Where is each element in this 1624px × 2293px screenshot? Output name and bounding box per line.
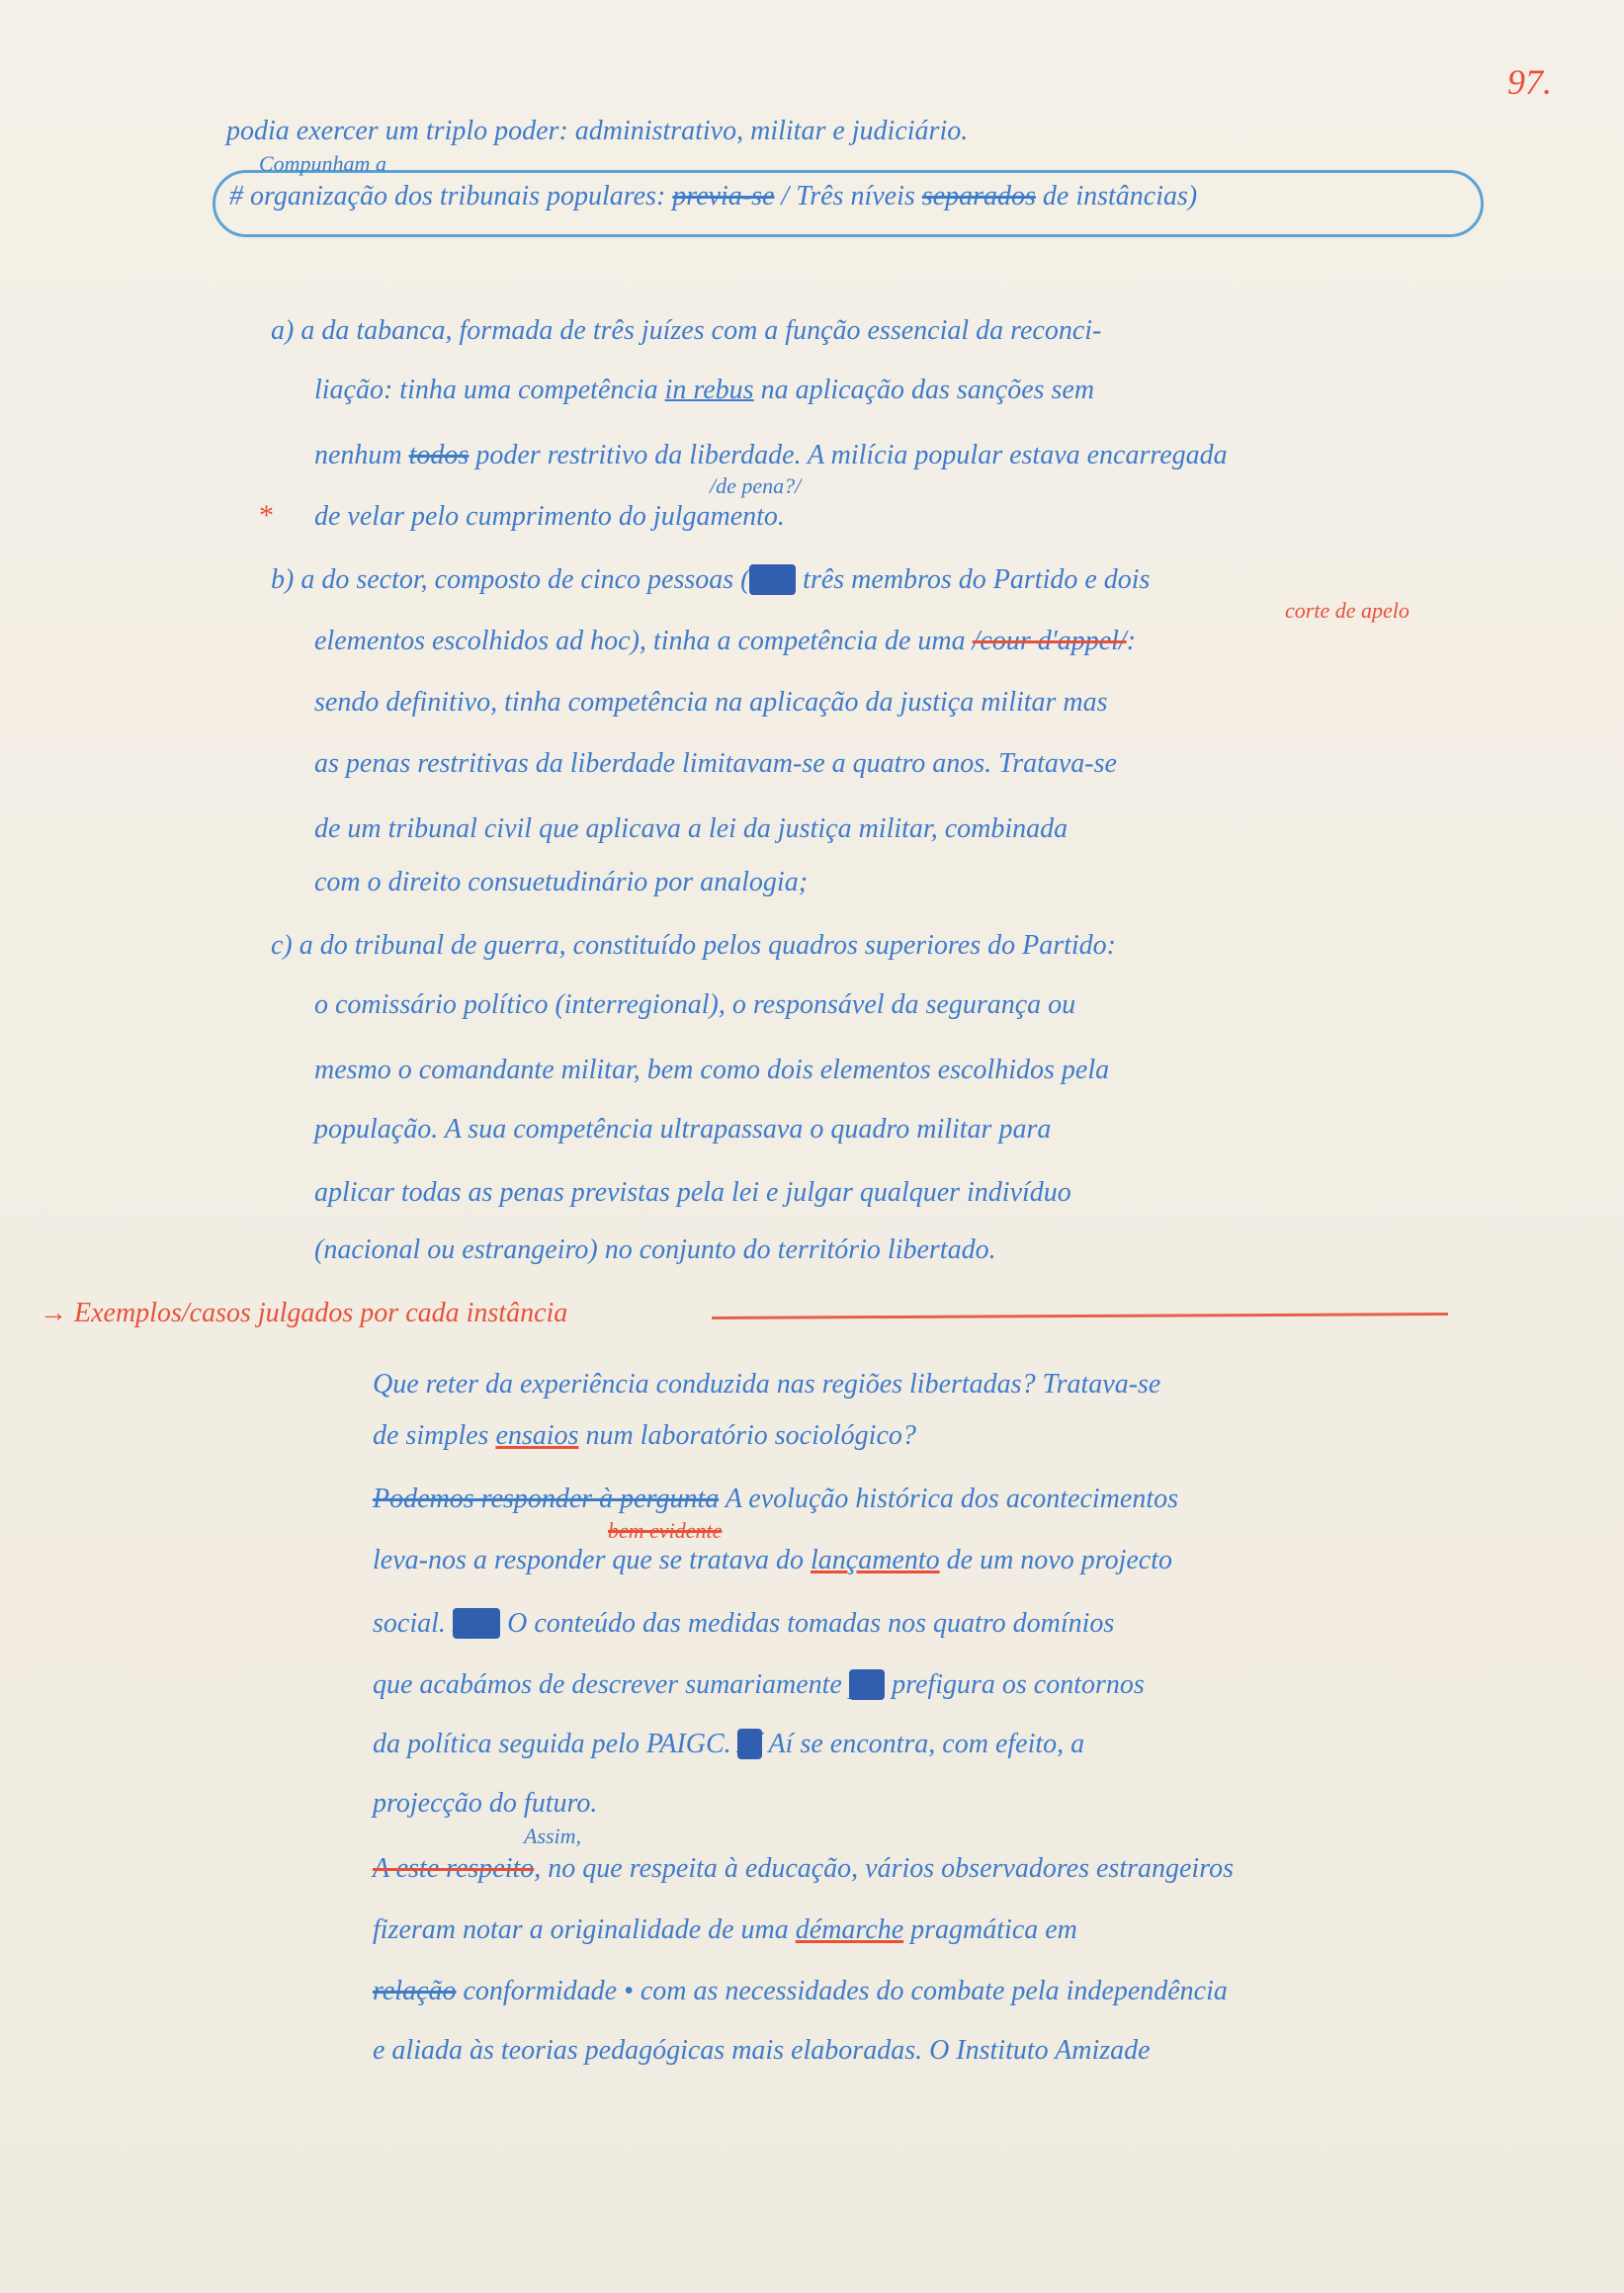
text-segment: # organização dos tribunais populares: xyxy=(229,181,673,212)
text-segment: , no que respeita à educação, vários observadores estrangeiros xyxy=(534,1853,1234,1884)
text-segment: a) a da tabanca, formada de três juízes com a função essencial da reconci- xyxy=(271,315,1102,346)
text-segment: (nacional ou estrangeiro) no conjunto do território libertado. xyxy=(314,1234,996,1265)
text-segment: de um novo projecto xyxy=(939,1545,1172,1575)
interlinear-note: corte de apelo xyxy=(1285,598,1410,623)
text-segment: o comissário político (interregional), o responsável da segurança ou xyxy=(314,989,1076,1020)
text-segment: que acabámos de descrever sumariamente xyxy=(373,1669,849,1700)
manuscript-line xyxy=(271,314,1101,348)
manuscript-line xyxy=(608,1518,722,1543)
manuscript-line xyxy=(271,929,1116,963)
page-number: 97. xyxy=(1507,62,1552,102)
manuscript-line xyxy=(314,1233,996,1267)
manuscript-line xyxy=(373,1419,916,1453)
manuscript-line xyxy=(314,374,1094,407)
manuscript-line xyxy=(229,180,1197,213)
text-segment: leva-nos a responder que se tratava do xyxy=(373,1545,811,1575)
text-segment: conformidade • com as necessidades do combate pela independência xyxy=(456,1976,1228,2006)
manuscript-line xyxy=(373,1975,1228,2008)
text-segment: com o direito consuetudinário por analogia; xyxy=(314,867,809,897)
struck-text: relação xyxy=(373,1976,457,2006)
manuscript-line xyxy=(314,625,1136,658)
manuscript-line xyxy=(524,1824,581,1848)
text-segment: na aplicação das sanções sem xyxy=(753,375,1095,405)
text-segment: social. xyxy=(373,1608,453,1639)
manuscript-line xyxy=(314,812,1068,846)
manuscript-line xyxy=(373,1368,1160,1401)
text-segment: O conteúdo das medidas tomadas nos quatro domínios xyxy=(500,1608,1115,1639)
manuscript-line xyxy=(226,115,968,148)
manuscript-line xyxy=(314,439,1228,472)
struck-text: Podemos responder à pergunta xyxy=(373,1484,720,1514)
text-segment: fizeram notar a originalidade de uma xyxy=(373,1914,796,1945)
manuscript-line xyxy=(314,866,808,899)
manuscript-line xyxy=(373,1852,1234,1886)
manuscript-line xyxy=(314,1176,1071,1210)
text-segment: as penas restritivas da liberdade limitavam-se a quatro anos. Tratava-se xyxy=(314,748,1117,779)
struck-text: A este respeito xyxy=(373,1853,535,1884)
manuscript-line xyxy=(1285,598,1410,623)
text-segment: poder restritivo da liberdade. A milícia popular estava encarregada xyxy=(469,440,1228,470)
text-segment: e aliada às teorias pedagógicas mais elaboradas. O Instituto Amizade xyxy=(373,2035,1151,2066)
text-segment: c) a do tribunal de guerra, constituído pelos quadros superiores do Partido: xyxy=(271,930,1116,961)
manuscript-line xyxy=(314,500,785,534)
manuscript-line xyxy=(259,151,386,176)
struck-text: bem evidente xyxy=(608,1518,723,1543)
manuscript-line xyxy=(373,1544,1172,1577)
manuscript-line xyxy=(373,1668,1145,1702)
text-segment: podia exercer um triplo poder: administrativo, militar e judiciário. xyxy=(226,116,969,146)
text-segment: de um tribunal civil que aplicava a lei da justiça militar, combinada xyxy=(314,813,1068,844)
manuscript-line xyxy=(314,1054,1109,1087)
manuscript-line xyxy=(373,1607,1114,1641)
text-segment: de instâncias) xyxy=(1035,181,1198,212)
text-segment: → Exemplos/casos julgados por cada instância xyxy=(40,1298,568,1328)
text-segment: lançamento xyxy=(811,1545,940,1575)
text-segment: b) a do sector, composto de cinco pessoas ( xyxy=(271,564,750,595)
text-segment: população. A sua competência ultrapassava o quadro militar para xyxy=(314,1114,1052,1145)
struck-text: previa-se xyxy=(672,181,775,212)
text-segment: : xyxy=(1126,626,1137,656)
struck-text: /cour d'appel/ xyxy=(972,626,1127,656)
text-segment: Mas xyxy=(452,1608,501,1639)
manuscript-line xyxy=(373,1483,1178,1516)
text-segment: aplicar todas as penas previstas pela lei e julgar qualquer indivíduo xyxy=(314,1177,1071,1208)
manuscript-line xyxy=(373,1787,597,1821)
manuscript-line xyxy=(314,686,1108,720)
text-segment: dois xyxy=(749,564,797,595)
manuscript-line xyxy=(314,747,1117,781)
manuscript-line xyxy=(314,1113,1051,1146)
text-segment: pre xyxy=(848,1669,886,1700)
struck-text: separados xyxy=(921,181,1036,212)
text-segment: de velar pelo cumprimento do julgamento. xyxy=(314,501,785,532)
manuscript-line xyxy=(373,1728,1084,1761)
manuscript-line xyxy=(373,2034,1151,2068)
red-asterisk-mark: * xyxy=(259,499,274,532)
text-segment: nenhum xyxy=(314,440,409,470)
text-segment: de simples xyxy=(373,1420,496,1451)
text-segment: / Três níveis xyxy=(774,181,922,212)
text-segment: in rebus xyxy=(664,375,754,405)
text-segment: prefigura os contornos xyxy=(885,1669,1145,1700)
interlinear-note: Assim, xyxy=(524,1824,582,1848)
interlinear-note: Compunham a xyxy=(259,151,386,176)
text-segment: Aí se encontra, com efeito, a xyxy=(762,1729,1085,1759)
interlinear-note: /de pena?/ xyxy=(710,473,802,498)
text-segment: démarche xyxy=(795,1914,904,1945)
text-segment: três membros do Partido e dois xyxy=(796,564,1151,595)
text-segment: Que reter da experiência conduzida nas regiões libertadas? Tratava-se xyxy=(373,1369,1161,1400)
text-segment: liação: tinha uma competência xyxy=(314,375,665,405)
text-segment: projecção do futuro. xyxy=(373,1788,598,1819)
text-segment: Aí xyxy=(737,1729,763,1759)
manuscript-line xyxy=(373,1913,1077,1947)
text-segment: mesmo o comandante militar, bem como dois elementos escolhidos pela xyxy=(314,1055,1110,1085)
manuscript-line xyxy=(271,563,1150,597)
text-segment: num laboratório sociológico? xyxy=(578,1420,916,1451)
text-segment: elementos escolhidos ad hoc), tinha a competência de uma xyxy=(314,626,973,656)
struck-text: todos xyxy=(408,440,470,470)
manuscript-line xyxy=(40,1297,567,1330)
text-segment: da política seguida pelo PAIGC. xyxy=(373,1729,738,1759)
manuscript-line xyxy=(314,988,1075,1022)
text-segment: A evolução histórica dos acontecimentos xyxy=(719,1484,1178,1514)
text-segment: sendo definitivo, tinha competência na aplicação da justiça militar mas xyxy=(314,687,1108,718)
text-segment: pragmática em xyxy=(903,1914,1077,1945)
text-segment: ensaios xyxy=(495,1420,579,1451)
manuscript-line xyxy=(710,473,801,498)
